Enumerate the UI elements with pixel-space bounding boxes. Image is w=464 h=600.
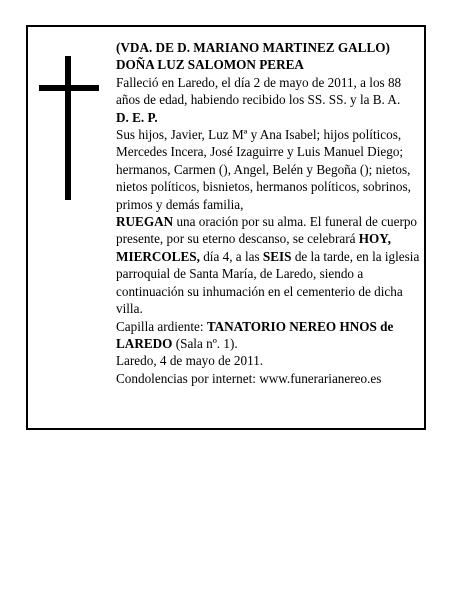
obituary-notice xyxy=(26,25,426,430)
cross-vertical-bar xyxy=(65,56,71,200)
ruegan-text-3: de la tarde, en la iglesia parroquial de Santa María, de Laredo, siendo a continuación su inhumación en el cementerio de dicha villa. xyxy=(116,248,420,317)
ruegan-text-2: día 4, a las xyxy=(199,248,263,264)
funeral-day: HOY, MIERCOLES, xyxy=(116,231,391,264)
date-line: Laredo, 4 de mayo de 2011. xyxy=(116,353,264,369)
ruegan-label: RUEGAN xyxy=(116,214,174,230)
chapel-room: (Sala nº. 1). xyxy=(172,335,238,351)
deceased-name: DOÑA LUZ SALOMON PEREA xyxy=(116,57,304,73)
cross-icon xyxy=(39,56,99,200)
rip-line: D. E. P. xyxy=(116,109,158,125)
funeral-hour: SEIS xyxy=(262,248,292,264)
family-list: Sus hijos, Javier, Luz Mª y Ana Isabel; hijos políticos, Mercedes Incera, José Izaguirre y Luis Manuel Diego; hermanos, Carmen (), Angel, Belén y Begoña (); nietos, nietos políticos, bisnietos, hermanos políticos, sobrinos, primos y demás familia, xyxy=(116,127,411,212)
notice-text xyxy=(116,39,422,387)
widow-header: (VDA. DE D. MARIANO MARTINEZ GALLO) xyxy=(116,40,390,55)
cross-horizontal-bar xyxy=(39,85,99,91)
death-statement: Falleció en Laredo, el día 2 de mayo de 2011, a los 88 años de edad, habiendo recibido los SS. SS. y la B. A. xyxy=(116,74,402,108)
funeral-paragraph xyxy=(116,213,422,317)
chapel-label: Capilla ardiente: xyxy=(116,318,207,334)
chapel-place: TANATORIO NEREO HNOS de LAREDO xyxy=(116,318,394,351)
ruegan-text-1: una oración por su alma. El funeral de cuerpo presente, por su eterno descanso, se celebrará xyxy=(116,214,418,247)
chapel-line xyxy=(116,318,422,353)
condolences-line: Condolencias por internet: www.funerarianereo.es xyxy=(116,370,382,386)
